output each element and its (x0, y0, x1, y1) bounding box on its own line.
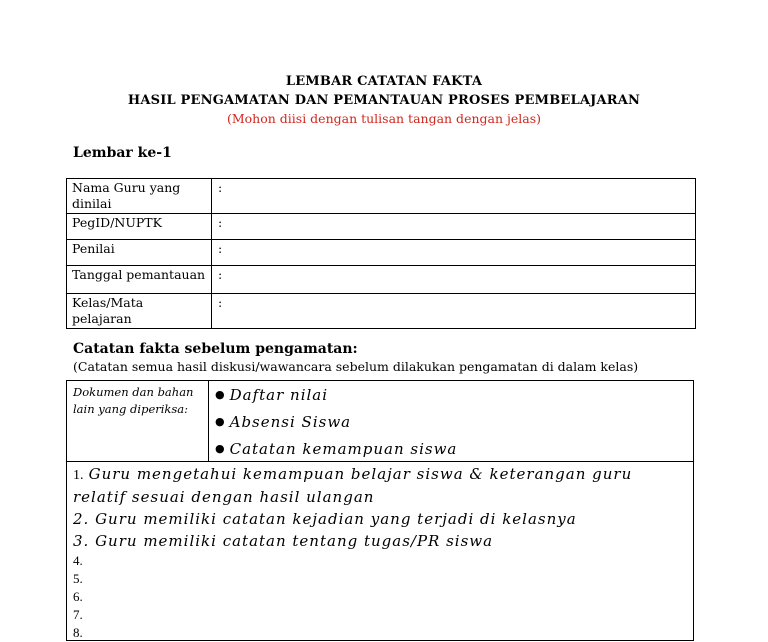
empty-item: 5. (73, 571, 83, 586)
empty-item: 6. (73, 589, 83, 604)
list-item (215, 408, 457, 435)
row-value: : (212, 266, 696, 294)
section-title: Catatan fakta sebelum pengamatan: (73, 341, 358, 357)
fact-text: Guru mengetahui kemampuan belajar siswa & keterangan guru relatif sesuai dengan hasil ulangan (73, 465, 633, 506)
row-label: Tanggal pemantauan (67, 266, 212, 294)
document-item: Catatan kemampuan siswa (229, 439, 458, 458)
fact-item (73, 463, 685, 508)
bullet-icon: ● (215, 415, 225, 428)
list-item (215, 435, 457, 462)
table-row (67, 240, 696, 266)
document-subtitle: HASIL PENGAMATAN DAN PEMANTAUAN PROSES PEMBELAJARAN (127, 93, 641, 108)
row-label: Nama Guru yang dinilai (67, 179, 212, 214)
fact-text: 2. Guru memiliki catatan kejadian yang terjadi di kelasnya (73, 510, 577, 528)
fact-item (73, 508, 685, 530)
document-item: Daftar nilai (229, 385, 329, 404)
empty-item: 7. (73, 607, 83, 622)
table-row (67, 214, 696, 240)
fact-item (73, 530, 685, 552)
bullet-icon: ● (215, 442, 225, 455)
document-item: Absensi Siswa (229, 412, 352, 431)
list-item (215, 381, 457, 408)
empty-item: 4. (73, 553, 83, 568)
row-value: : (212, 179, 696, 214)
row-value: : (212, 240, 696, 266)
column-divider (208, 381, 209, 461)
row-value: : (212, 294, 696, 329)
documents-box (66, 380, 694, 462)
document-title: LEMBAR CATATAN FAKTA (285, 74, 483, 89)
facts-box (66, 461, 694, 641)
documents-list (215, 381, 457, 462)
fact-number: 1. (73, 468, 84, 483)
table-row (67, 266, 696, 294)
fact-text: 3. Guru memiliki catatan tentang tugas/PR siswa (73, 532, 494, 550)
empty-item: 8. (73, 625, 83, 640)
sheet-number: Lembar ke-1 (73, 145, 172, 161)
row-label: Kelas/Mata pelajaran (67, 294, 212, 329)
table-row (67, 179, 696, 214)
section-note: (Catatan semua hasil diskusi/wawancara sebelum dilakukan pengamatan di dalam kelas) (73, 359, 639, 374)
teacher-info-table (66, 178, 696, 329)
row-label: Penilai (67, 240, 212, 266)
table-row (67, 294, 696, 329)
facts-list (73, 463, 685, 642)
row-label: PegID/NUPTK (67, 214, 212, 240)
row-value: : (212, 214, 696, 240)
instruction-note: (Mohon diisi dengan tulisan tangan dengan jelas) (226, 111, 542, 126)
bullet-icon: ● (215, 388, 225, 401)
documents-label: Dokumen dan bahan lain yang diperiksa: (73, 385, 194, 416)
